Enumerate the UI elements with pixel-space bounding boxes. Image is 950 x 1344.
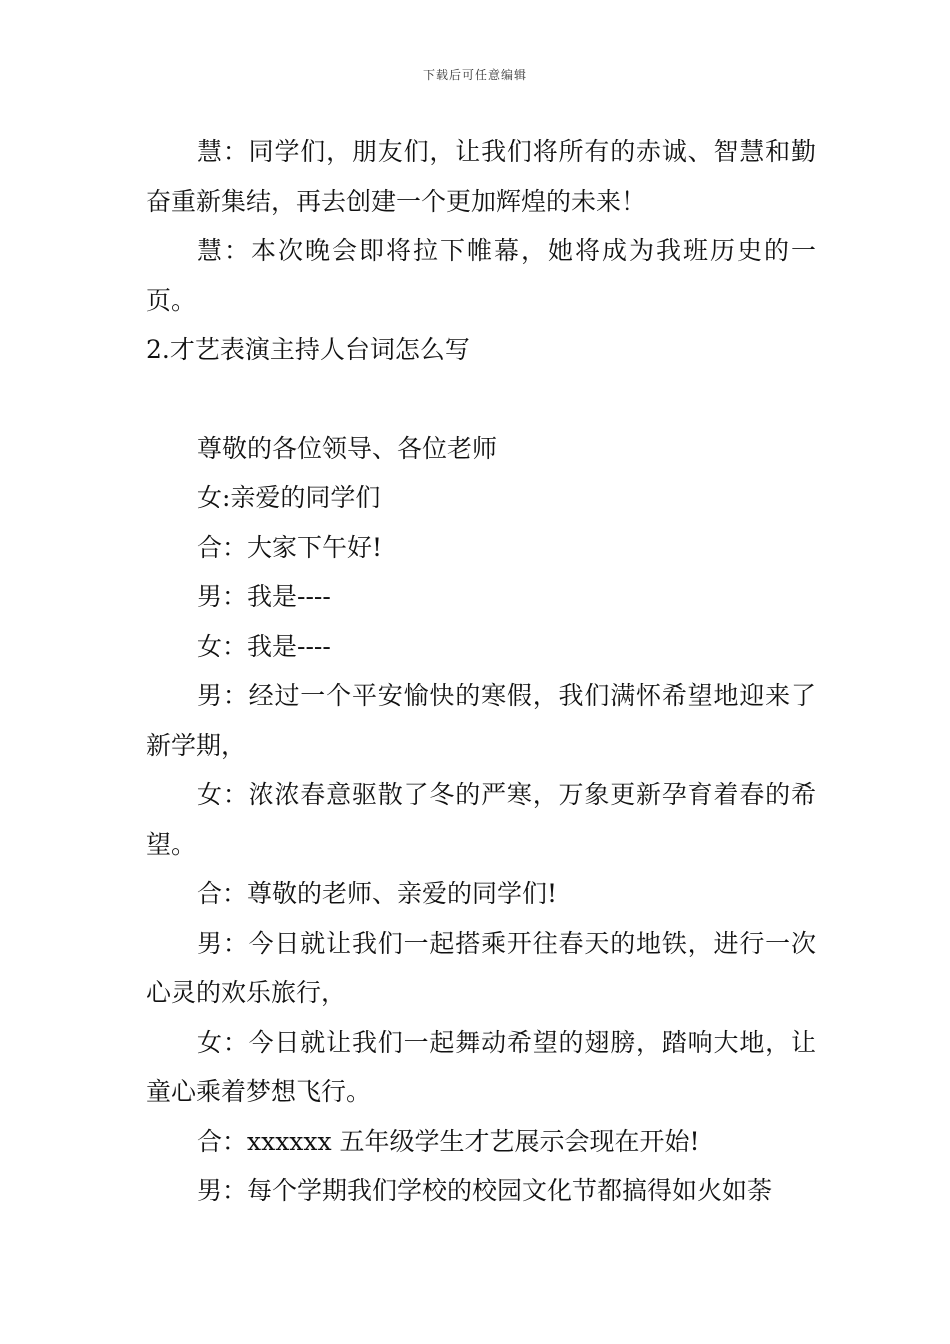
- paragraph: 女:亲爱的同学们: [197, 483, 381, 512]
- paragraph: 尊敬的各位领导、各位老师: [197, 433, 498, 463]
- paragraph: 慧：本次晚会即将拉下帷幕，她将成为我班历史的一页。: [146, 236, 816, 315]
- paragraph: 男：今日就让我们一起搭乘开往春天的地铁，进行一次心灵的欢乐旅行，: [146, 928, 816, 1007]
- paragraph: 女：我是----: [197, 631, 331, 661]
- page-header-note: 下载后可任意编辑: [422, 68, 527, 82]
- section-heading: 2.才艺表演主持人台词怎么写: [146, 335, 470, 364]
- paragraph: 女：浓浓春意驱散了冬的严寒，万象更新孕育着春的希望。: [146, 780, 816, 859]
- paragraph: 女：今日就让我们一起舞动希望的翅膀，踏响大地，让童心乘着梦想飞行。: [146, 1027, 816, 1106]
- document-body: [146, 127, 816, 1216]
- paragraph: 慧：同学们，朋友们，让我们将所有的赤诚、智慧和勤奋重新集结，再去创建一个更加辉煌的未来！: [146, 137, 816, 216]
- paragraph: 合：大家下午好!: [197, 532, 383, 562]
- paragraph: 男：经过一个平安愉快的寒假，我们满怀希望地迎来了新学期，: [146, 681, 816, 760]
- paragraph: 合：尊敬的老师、亲爱的同学们!: [197, 879, 558, 908]
- paragraph: 合：xxxxxx 五年级学生才艺展示会现在开始!: [197, 1126, 700, 1156]
- paragraph: 男：每个学期我们学校的校园文化节都搞得如火如荼: [197, 1176, 773, 1205]
- paragraph: 男：我是----: [197, 582, 331, 611]
